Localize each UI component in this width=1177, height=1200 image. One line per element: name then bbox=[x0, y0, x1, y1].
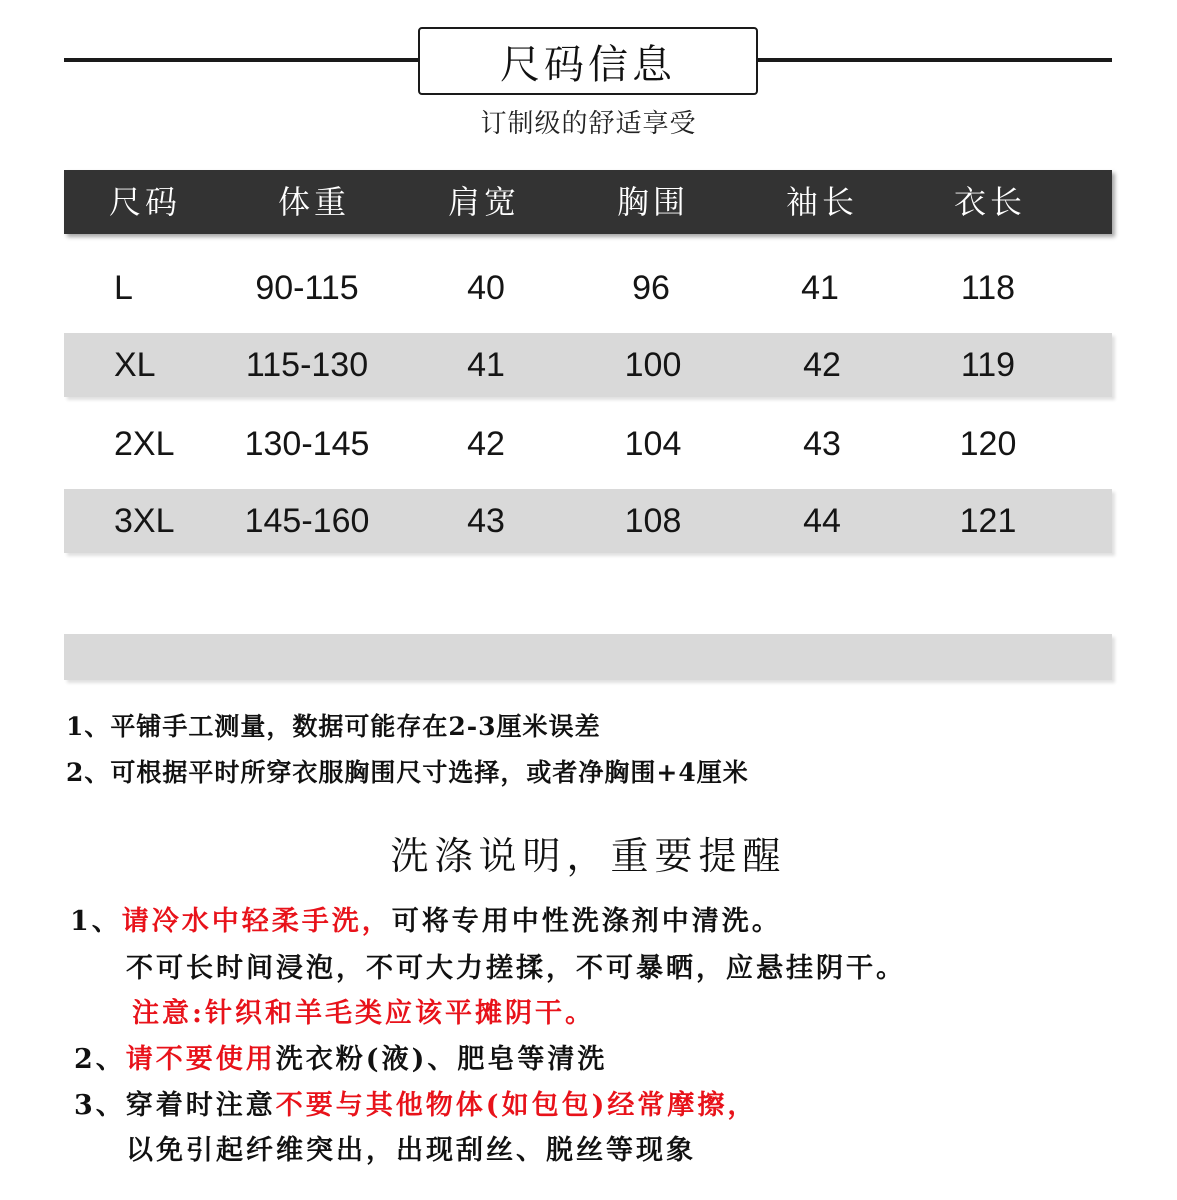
table-cell-sleeve: 43 bbox=[803, 425, 841, 463]
table-cell-size: 2XL bbox=[114, 425, 175, 463]
washing-line-5-warning: 不要与其他物体(如包包)经常摩擦， bbox=[275, 1090, 758, 1121]
table-row bbox=[64, 256, 1112, 320]
table-cell-chest: 100 bbox=[624, 346, 682, 384]
column-header-chest: 胸围 bbox=[616, 183, 690, 221]
table-cell-length: 119 bbox=[960, 346, 1016, 384]
column-header-weight: 体重 bbox=[277, 183, 351, 221]
table-cell-chest: 104 bbox=[624, 425, 682, 463]
table-cell-length: 118 bbox=[960, 269, 1016, 307]
table-cell-length: 120 bbox=[959, 425, 1017, 463]
table-cell-size: XL bbox=[114, 346, 156, 384]
table-cell-size: L bbox=[114, 269, 133, 307]
table-cell-shoulder: 40 bbox=[467, 269, 505, 307]
header-rule-left bbox=[64, 58, 418, 62]
column-header-shoulder: 肩宽 bbox=[447, 183, 521, 221]
table-footer-bar bbox=[64, 634, 1112, 680]
washing-line-4-text: 洗衣粉(液)、肥皂等清洗 bbox=[275, 1044, 608, 1075]
table-cell-weight: 115-130 bbox=[245, 346, 369, 384]
page-subtitle: 订制级的舒适享受 bbox=[480, 109, 697, 139]
washing-line-1-number: 1、 bbox=[70, 906, 122, 937]
washing-line-4 bbox=[74, 1037, 607, 1076]
washing-line-5-text: 穿着时注意 bbox=[125, 1090, 276, 1121]
table-cell-sleeve: 41 bbox=[801, 269, 839, 307]
size-table-header bbox=[64, 170, 1112, 234]
washing-line-5-number: 3、 bbox=[74, 1090, 126, 1121]
washing-line-6: 以免引起纤维突出，出现刮丝、脱丝等现象 bbox=[126, 1135, 696, 1166]
table-cell-sleeve: 42 bbox=[803, 346, 841, 384]
table-row bbox=[64, 412, 1112, 476]
table-cell-chest: 108 bbox=[624, 502, 682, 540]
washing-line-1 bbox=[70, 899, 782, 938]
table-cell-shoulder: 43 bbox=[467, 502, 505, 540]
washing-line-3: 注意:针织和羊毛类应该平摊阴干。 bbox=[132, 998, 595, 1029]
table-row bbox=[64, 333, 1112, 397]
washing-line-4-warning: 请不要使用 bbox=[125, 1044, 276, 1075]
column-header-length: 衣长 bbox=[953, 183, 1027, 221]
table-cell-weight: 90-115 bbox=[255, 269, 359, 307]
washing-line-5 bbox=[74, 1083, 757, 1122]
washing-line-1-text: 可将专用中性洗涤剂中清洗。 bbox=[391, 906, 782, 937]
column-header-size: 尺码 bbox=[108, 183, 182, 221]
table-cell-size: 3XL bbox=[114, 502, 175, 540]
washing-line-2: 不可长时间浸泡，不可大力搓揉，不可暴晒，应悬挂阴干。 bbox=[126, 953, 906, 984]
table-row bbox=[64, 489, 1112, 553]
washing-title: 洗涤说明，重要提醒 bbox=[390, 834, 787, 878]
table-cell-shoulder: 41 bbox=[467, 346, 505, 384]
table-cell-weight: 145-160 bbox=[244, 502, 370, 540]
table-cell-weight: 130-145 bbox=[244, 425, 370, 463]
table-cell-length: 121 bbox=[959, 502, 1017, 540]
table-cell-shoulder: 42 bbox=[467, 425, 505, 463]
measurement-note-1: 1、平铺手工测量，数据可能存在2-3厘米误差 bbox=[66, 712, 601, 741]
measurement-note-2: 2、可根据平时所穿衣服胸围尺寸选择，或者净胸围+4厘米 bbox=[66, 758, 749, 787]
table-cell-sleeve: 44 bbox=[803, 502, 841, 540]
page-title: 尺码信息 bbox=[418, 27, 758, 95]
washing-line-1-warning: 请冷水中轻柔手洗， bbox=[121, 906, 392, 937]
washing-line-4-number: 2、 bbox=[74, 1044, 126, 1075]
column-header-sleeve: 袖长 bbox=[785, 183, 859, 221]
table-cell-chest: 96 bbox=[632, 269, 670, 307]
header-rule-right bbox=[758, 58, 1112, 62]
